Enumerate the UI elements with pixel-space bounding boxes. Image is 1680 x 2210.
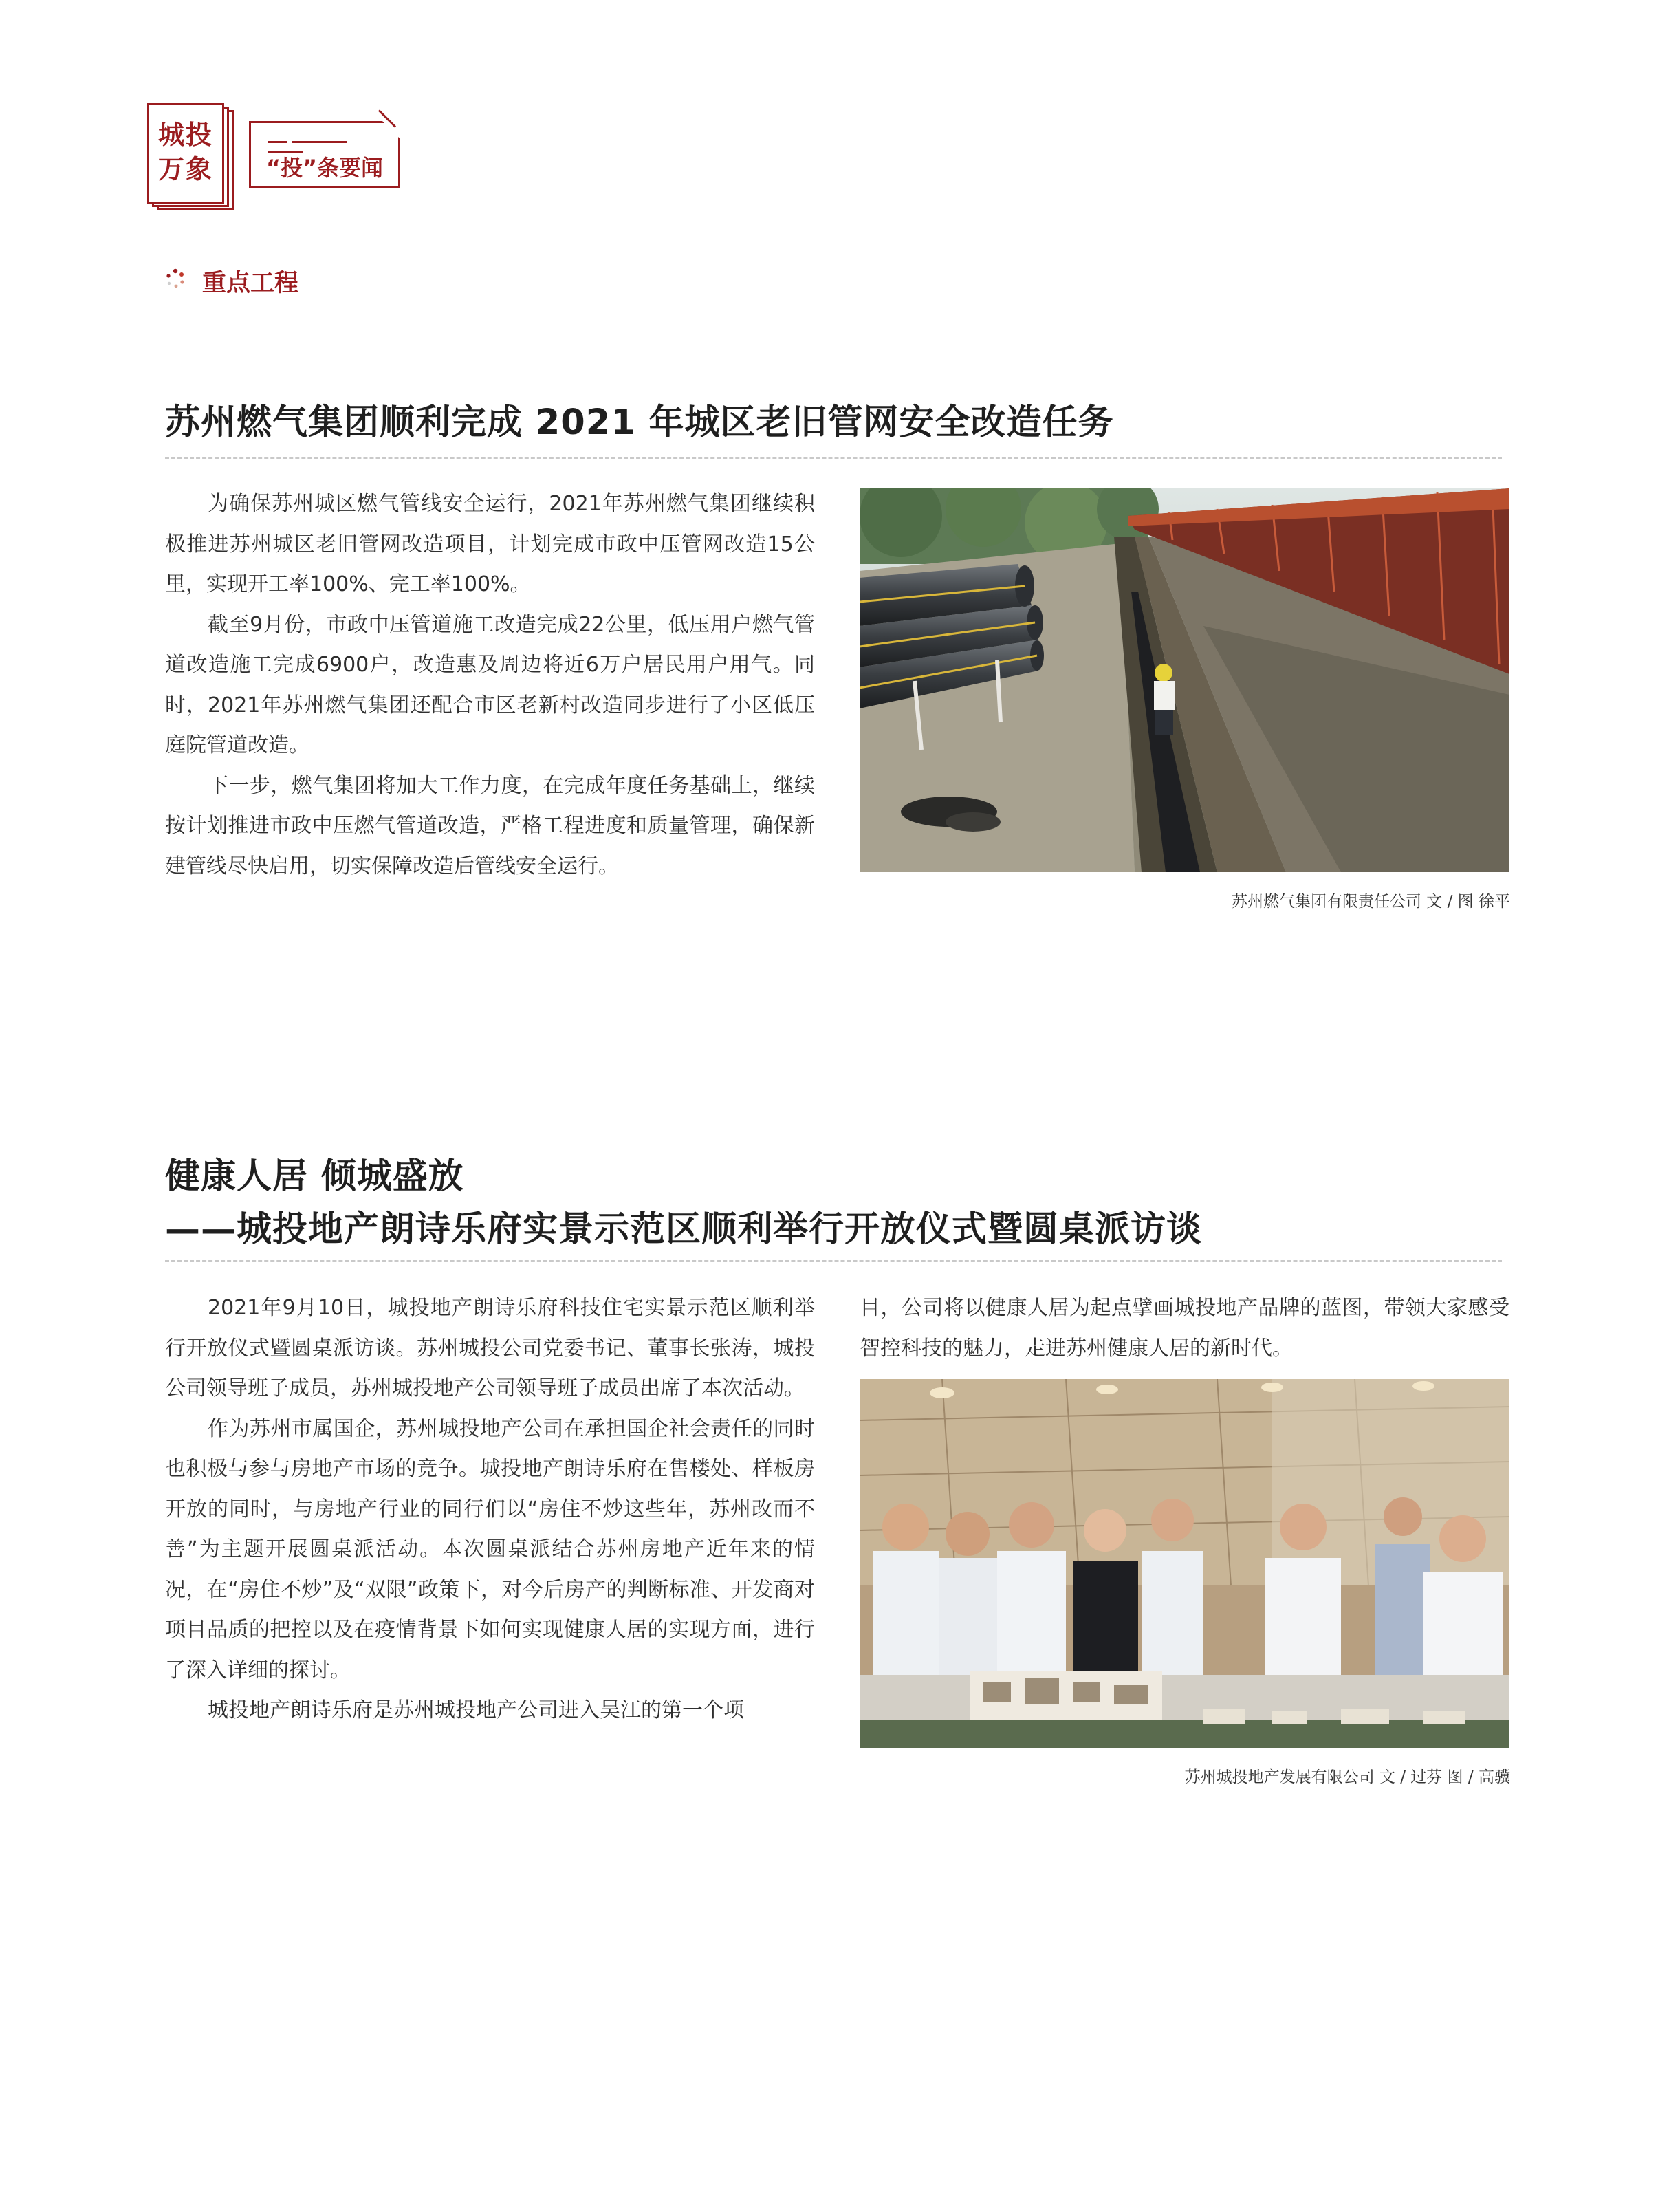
column-tag xyxy=(249,121,400,188)
article-1-paragraph: 截至9月份，市政中压管道施工改造完成22公里，低压用户燃气管道改造施工完成6900户，改造惠及周边将近6万户居民用户用气。同时，2021年苏州燃气集团还配合市区老新村改造同步进行了小区低压庭院管道改造。 xyxy=(165,612,815,757)
logo-line-2: 万象 xyxy=(157,153,213,184)
article-2-paragraph: 城投地产朗诗乐府是苏州城投地产公司进入吴江的第一个项 xyxy=(208,1698,744,1722)
article-2-body-right xyxy=(860,1288,1509,1369)
article-1-paragraph: 为确保苏州城区燃气管线安全运行，2021年苏州燃气集团继续积极推进苏州城区老旧管网改造项目，计划完成市政中压管网改造15公里，实现开工率100%、完工率100%。 xyxy=(165,492,815,596)
article-2-caption: 苏州城投地产发展有限公司 文 / 过芬 图 / 高骥 xyxy=(1184,1768,1510,1786)
logo-line-1: 城投 xyxy=(157,119,213,150)
dotted-circle-icon xyxy=(165,268,186,289)
section-label: 重点工程 xyxy=(202,270,299,297)
article-2-body-left xyxy=(165,1288,815,1731)
article-2-paragraph: 作为苏州市属国企，苏州城投地产公司在承担国企社会责任的同时也积极与参与房地产市场的竞争。城投地产朗诗乐府在售楼处、样板房开放的同时，与房地产行业的同行们以“房住不炒这些年，苏州改而不善”为主题开展圆桌派活动。本次圆桌派结合苏州房地产近年来的情况，在“房住不炒”及“双限”政策下，对今后房产的判断标准、开发商对项目品质的把控以及在疫情背景下如何实现健康人居的实现方面，进行了深入详细的探讨。 xyxy=(165,1416,815,1682)
pipeline-construction-photo xyxy=(860,488,1509,872)
column-tag-label: “投”条要闻 xyxy=(265,155,384,181)
article-2-paragraph: 2021年9月10日，城投地产朗诗乐府科技住宅实景示范区顺利举行开放仪式暨圆桌派访谈。苏州城投公司党委书记、董事长张涛，城投公司领导班子成员，苏州城投地产公司领导班子成员出席了本次活动。 xyxy=(165,1296,815,1400)
article-2-title-line-1: 健康人居 倾城盛放 xyxy=(165,1156,464,1197)
article-1-title: 苏州燃气集团顺利完成 2021 年城区老旧管网安全改造任务 xyxy=(165,402,1114,443)
article-2-paragraph-continued: 目，公司将以健康人居为起点擘画城投地产品牌的蓝图，带领大家感受智控科技的魅力，走进苏州健康人居的新时代。 xyxy=(860,1296,1509,1361)
article-1-paragraph: 下一步，燃气集团将加大工作力度，在完成年度任务基础上，继续按计划推进市政中压燃气管道改造，严格工程进度和质量管理，确保新建管线尽快启用，切实保障改造后管线安全运行。 xyxy=(165,773,815,878)
article-2-divider xyxy=(165,1260,1502,1262)
article-1-divider xyxy=(165,457,1502,459)
magazine-logo xyxy=(147,103,224,205)
article-2-title-line-2: ——城投地产朗诗乐府实景示范区顺利举行开放仪式暨圆桌派访谈 xyxy=(165,1209,1203,1250)
article-1-body xyxy=(165,484,815,887)
roundtable-visit-photo xyxy=(860,1379,1509,1748)
article-1-caption: 苏州燃气集团有限责任公司 文 / 图 徐平 xyxy=(1232,893,1510,911)
